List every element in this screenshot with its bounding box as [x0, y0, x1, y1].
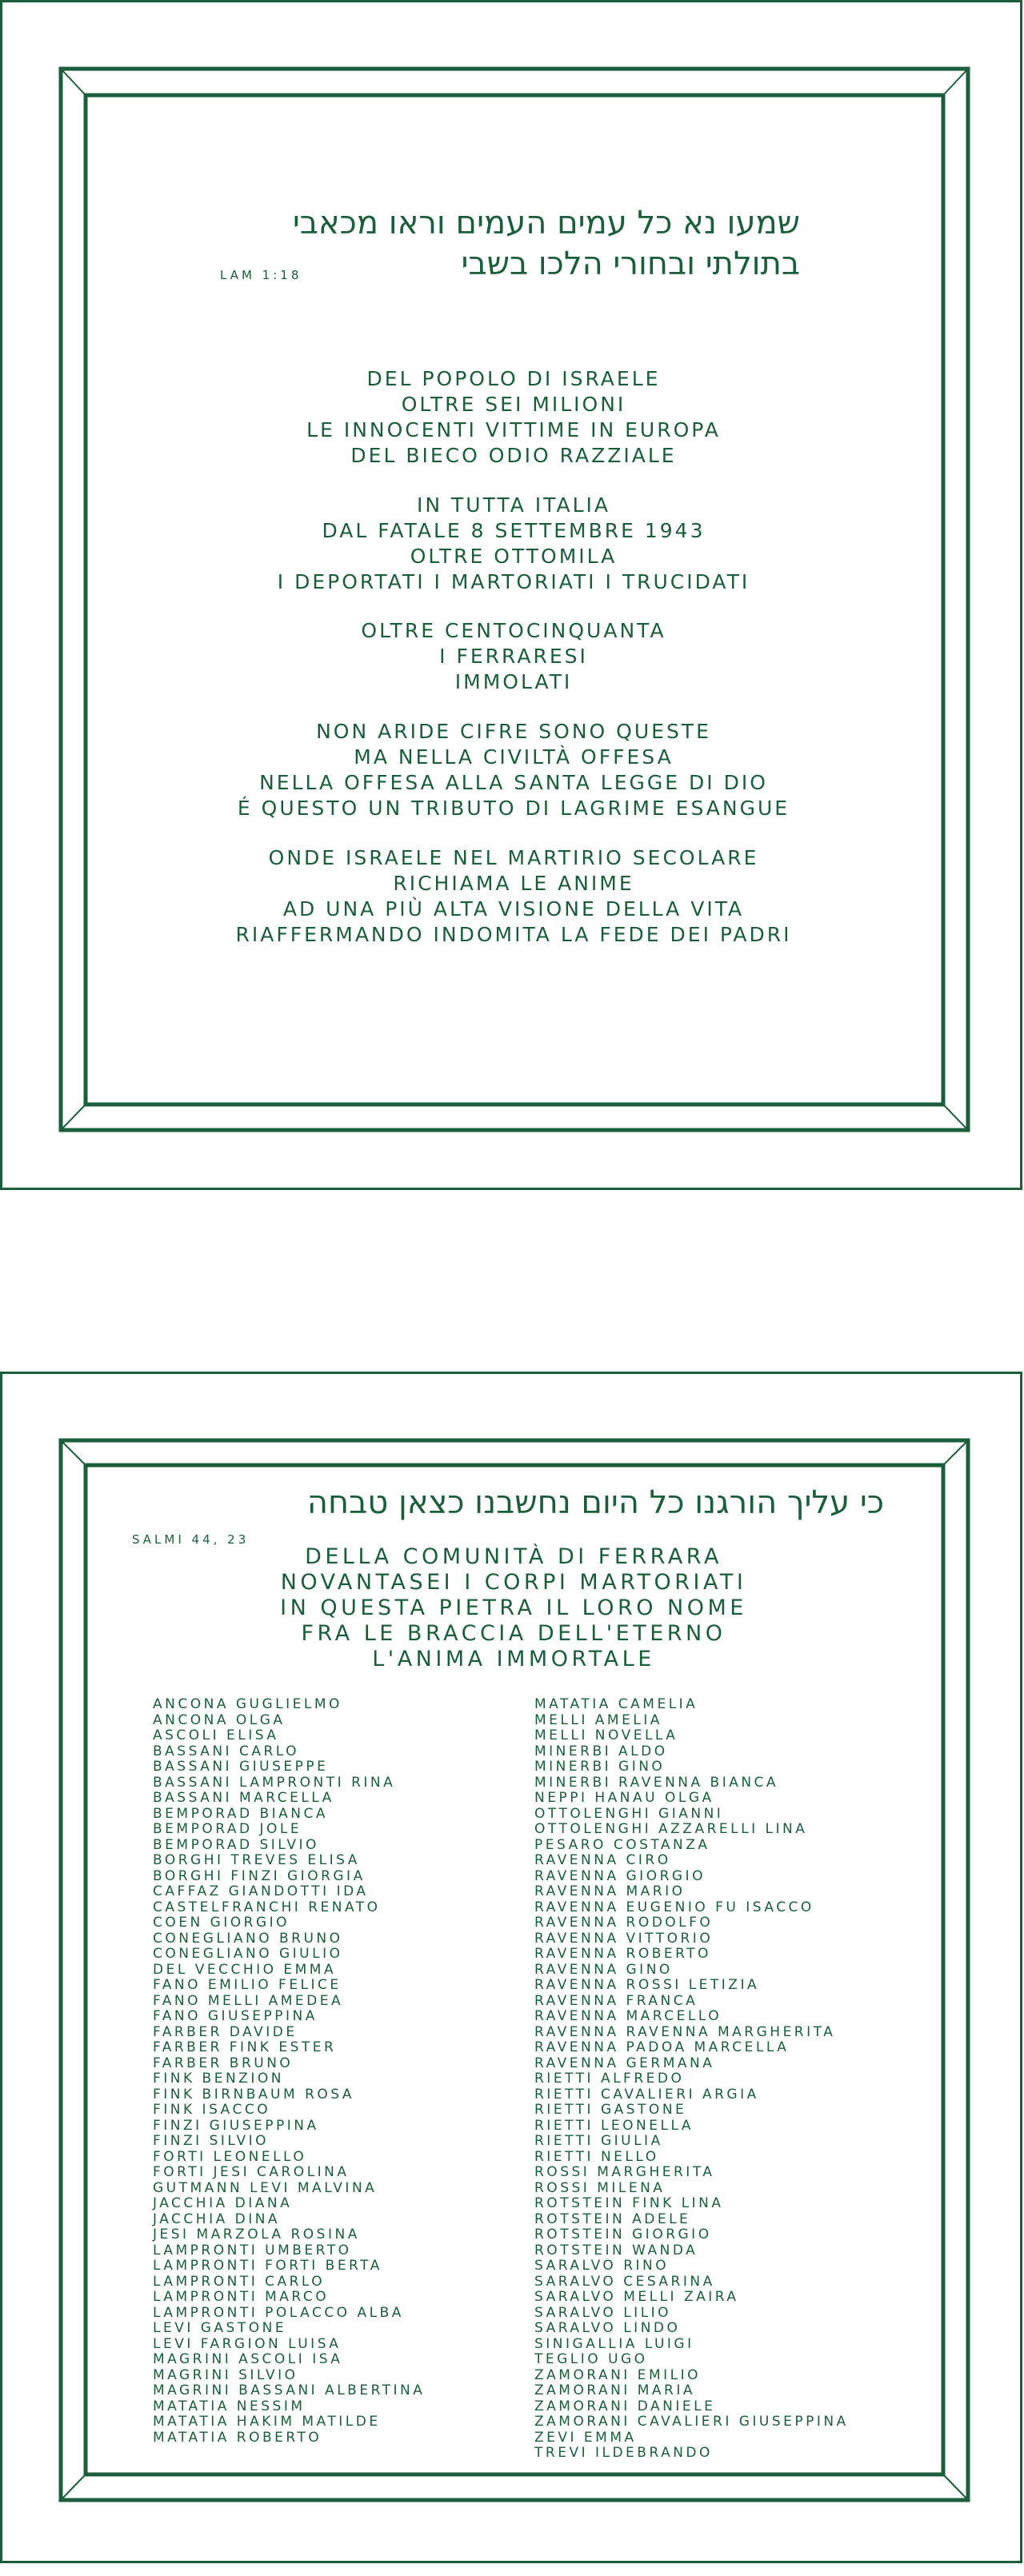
inscription-line: I DEPORTATI I MARTORIATI I TRUCIDATI: [277, 570, 750, 593]
inscription-line: DEL BIECO ODIO RAZZIALE: [350, 444, 677, 467]
victim-name: MATATIA HAKIM MATILDE: [153, 2414, 381, 2430]
victim-name: MATATIA CAMELIA: [534, 1696, 698, 1712]
victim-name: FARBER DAVIDE: [153, 2023, 298, 2040]
victim-name: RAVENNA GINO: [534, 1961, 673, 1978]
inscription-line: IN TUTTA ITALIA: [416, 493, 610, 517]
victim-name: RAVENNA FRANCA: [534, 1992, 698, 2009]
stanza-2: [2, 493, 1024, 595]
inscription-line: OLTRE CENTOCINQUANTA: [361, 619, 666, 642]
victim-name: RAVENNA RAVENNA MARGHERITA: [534, 2023, 836, 2040]
victim-name: LAMPRONTI UMBERTO: [153, 2242, 352, 2258]
victim-name: LAMPRONTI CARLO: [153, 2273, 326, 2290]
inscription-line: AD UNA PIÙ ALTA VISIONE DELLA VITA: [282, 897, 745, 921]
victim-name: SARALVO CESARINA: [534, 2273, 715, 2290]
victim-name: RIETTI GASTONE: [534, 2102, 687, 2118]
victim-name: MINERBI RAVENNA BIANCA: [534, 1774, 779, 1791]
victim-name: MATATIA NESSIM: [153, 2398, 306, 2414]
victim-name: MAGRINI BASSANI ALBERTINA: [153, 2382, 426, 2398]
victim-name: BASSANI LAMPRONTI RINA: [153, 1774, 396, 1791]
inscription-line: DAL FATALE 8 SETTEMBRE 1943: [322, 519, 706, 542]
victim-name: FORTI JESI CAROLINA: [153, 2164, 350, 2180]
victim-name: ROTSTEIN ADELE: [534, 2211, 691, 2227]
victim-name: RAVENNA GIORGIO: [534, 1867, 706, 1884]
victim-name: CAFFAZ GIANDOTTI IDA: [153, 1883, 369, 1899]
victim-name: ANCONA GUGLIELMO: [153, 1696, 342, 1712]
victim-name: RIETTI ALFREDO: [534, 2071, 685, 2087]
inscription-line: L'ANIMA IMMORTALE: [372, 1647, 655, 1671]
memorial-plaque-1: [0, 0, 1022, 1190]
victim-name: LAMPRONTI FORTI BERTA: [153, 2258, 382, 2274]
victim-name: ZEVI EMMA: [534, 2429, 637, 2446]
victim-name: MAGRINI ASCOLI ISA: [153, 2351, 343, 2367]
victim-name: ROTSTEIN GIORGIO: [534, 2227, 712, 2243]
victim-name: ASCOLI ELISA: [153, 1727, 279, 1743]
victim-name: RIETTI NELLO: [534, 2148, 659, 2165]
victim-name: LEVI GASTONE: [153, 2320, 287, 2336]
victim-name: RIETTI GIULIA: [534, 2133, 663, 2149]
victim-name: FINZI SILVIO: [153, 2133, 270, 2149]
victim-name: TEGLIO UGO: [534, 2351, 648, 2367]
victim-name: RAVENNA PADOA MARCELLA: [534, 2039, 790, 2055]
victim-name: ZAMORANI CAVALIERI GIUSEPPINA: [534, 2414, 849, 2430]
inscription-line: OLTRE OTTOMILA: [410, 545, 618, 568]
victim-name: FORTI LEONELLO: [153, 2148, 307, 2165]
victim-name: ZAMORANI DANIELE: [534, 2398, 716, 2414]
victim-name: RIETTI CAVALIERI ARGIA: [534, 2086, 759, 2103]
inscription-line: DELLA COMUNITÀ DI FERRARA: [305, 1544, 722, 1569]
victim-name: ROTSTEIN WANDA: [534, 2242, 698, 2258]
victim-name: MATATIA ROBERTO: [153, 2429, 322, 2446]
inscription-line: ONDE ISRAELE NEL MARTIRIO SECOLARE: [268, 846, 759, 869]
inscription-line: IMMOLATI: [454, 670, 573, 693]
inscription-line: NON ARIDE CIFRE SONO QUESTE: [316, 720, 711, 743]
inscription-line: RIAFFERMANDO INDOMITA LA FEDE DEI PADRI: [235, 923, 792, 946]
victim-name: FINK ISACCO: [153, 2102, 271, 2118]
memorial-plaque-2: [0, 1372, 1022, 2563]
victim-name: JACCHIA DINA: [153, 2211, 281, 2227]
inscription-line: IN QUESTA PIETRA IL LORO NOME: [280, 1596, 747, 1620]
victim-name: BORGHI FINZI GIORGIA: [153, 1867, 366, 1884]
victim-name: OTTOLENGHI GIANNI: [534, 1805, 724, 1822]
hebrew-verse: כי עליך הורגנו כל היום נחשבנו כצאן טבחה: [306, 1484, 884, 1521]
stanza-3: [2, 618, 1024, 695]
victim-name: JESI MARZOLA ROSINA: [153, 2227, 360, 2243]
victim-name: ROSSI MARGHERITA: [534, 2164, 715, 2180]
victim-name: ZAMORANI EMILIO: [534, 2366, 701, 2383]
victim-name: CONEGLIANO BRUNO: [153, 1930, 343, 1947]
stanza-4: [2, 719, 1024, 821]
victim-name: CONEGLIANO GIULIO: [153, 1946, 343, 1962]
victim-name: SARALVO MELLI ZAIRA: [534, 2289, 739, 2305]
victim-name: RAVENNA RODOLFO: [534, 1915, 714, 1931]
victim-name: BORGHI TREVES ELISA: [153, 1852, 360, 1868]
victim-name: BASSANI MARCELLA: [153, 1790, 334, 1806]
victim-name: BEMPORAD JOLE: [153, 1821, 302, 1837]
inscription-line: É QUESTO UN TRIBUTO DI LAGRIME ESANGUE: [237, 797, 790, 820]
hebrew-verse-line-2: בתולתי ובחורי הלכו בשבי: [461, 246, 800, 282]
victim-name: TREVI ILDEBRANDO: [534, 2445, 713, 2461]
stanza-5: [2, 845, 1024, 948]
victim-name: FANO GIUSEPPINA: [153, 2008, 318, 2024]
victim-name: RAVENNA CIRO: [534, 1852, 671, 1868]
victim-name: SARALVO RINO: [534, 2258, 670, 2274]
victim-name: OTTOLENGHI AZZARELLI LINA: [534, 1821, 808, 1837]
victim-name: RAVENNA ROBERTO: [534, 1946, 711, 1962]
victim-name: CASTELFRANCHI RENATO: [153, 1899, 381, 1915]
victim-name: RAVENNA GERMANA: [534, 2055, 715, 2071]
victim-name: MELLI AMELIA: [534, 1711, 662, 1728]
inscription-line: MA NELLA CIVILTÀ OFFESA: [354, 745, 674, 769]
victim-name: FINZI GIUSEPPINA: [153, 2117, 319, 2134]
victim-name: BASSANI CARLO: [153, 1743, 300, 1759]
plaque-1-frame: [2, 2, 1020, 1188]
stanza-1: [2, 366, 1024, 469]
intro-inscription: [2, 1544, 1024, 1672]
victim-name: RAVENNA MARIO: [534, 1883, 686, 1899]
victim-name: FARBER FINK ESTER: [153, 2039, 337, 2055]
victim-name: RAVENNA ROSSI LETIZIA: [534, 1977, 760, 1993]
victim-name: SARALVO LINDO: [534, 2320, 681, 2336]
verse-reference: SALMI 44, 23: [132, 1532, 250, 1547]
inscription-line: FRA LE BRACCIA DELL'ETERNO: [301, 1621, 726, 1646]
inscription-line: NOVANTASEI I CORPI MARTORIATI: [280, 1570, 747, 1595]
victim-name: FINK BIRNBAUM ROSA: [153, 2086, 355, 2103]
victim-name: FARBER BRUNO: [153, 2055, 294, 2071]
victim-name: JACCHIA DIANA: [153, 2195, 293, 2211]
victim-name: NEPPI HANAU OLGA: [534, 1790, 714, 1806]
victim-name: LAMPRONTI POLACCO ALBA: [153, 2304, 404, 2321]
victim-name: FANO MELLI AMEDEA: [153, 1992, 344, 2009]
victim-name: FINK BENZION: [153, 2071, 284, 2087]
names-column-right: [534, 1697, 849, 2462]
victim-name: SINIGALLIA LUIGI: [534, 2335, 694, 2352]
inscription-line: OLTRE SEI MILIONI: [401, 393, 626, 416]
victim-name: RIETTI LEONELLA: [534, 2117, 694, 2134]
inscription-line: I FERRARESI: [439, 645, 588, 668]
victim-name: RAVENNA MARCELLO: [534, 2008, 722, 2024]
verse-reference: LAM 1:18: [220, 268, 302, 282]
victim-name: BEMPORAD BIANCA: [153, 1805, 328, 1822]
victim-name: RAVENNA VITTORIO: [534, 1930, 714, 1947]
victim-name: LEVI FARGION LUISA: [153, 2335, 342, 2352]
victim-name: MINERBI ALDO: [534, 1743, 668, 1759]
inscription-line: DEL POPOLO DI ISRAELE: [366, 367, 661, 390]
victim-name: ANCONA OLGA: [153, 1711, 286, 1728]
victim-name: COEN GIORGIO: [153, 1915, 290, 1931]
victim-name: GUTMANN LEVI MALVINA: [153, 2179, 378, 2196]
victim-name: SARALVO LILIO: [534, 2304, 672, 2321]
names-column-left: [153, 1697, 425, 2446]
victim-name: BEMPORAD SILVIO: [153, 1836, 319, 1853]
victim-name: ZAMORANI MARIA: [534, 2382, 695, 2398]
victim-name: DEL VECCHIO EMMA: [153, 1961, 337, 1978]
victim-name: LAMPRONTI MARCO: [153, 2289, 330, 2305]
victim-name: BASSANI GIUSEPPE: [153, 1759, 329, 1775]
victim-name: FANO EMILIO FELICE: [153, 1977, 342, 1993]
victim-name: ROTSTEIN FINK LINA: [534, 2195, 724, 2211]
victim-name: RAVENNA EUGENIO FU ISACCO: [534, 1899, 814, 1915]
victim-name: PESARO COSTANZA: [534, 1836, 710, 1853]
victim-name: MAGRINI SILVIO: [153, 2366, 298, 2383]
inscription-line: LE INNOCENTI VITTIME IN EUROPA: [306, 418, 721, 441]
inscription-line: NELLA OFFESA ALLA SANTA LEGGE DI DIO: [259, 771, 768, 794]
hebrew-verse-line-1: שמעו נא כל עמים העמים וראו מכאבי: [292, 205, 800, 242]
victim-name: MINERBI GINO: [534, 1759, 666, 1775]
victim-name: ROSSI MILENA: [534, 2179, 666, 2196]
inscription-line: RICHIAMA LE ANIME: [393, 872, 634, 895]
victim-name: MELLI NOVELLA: [534, 1727, 678, 1743]
